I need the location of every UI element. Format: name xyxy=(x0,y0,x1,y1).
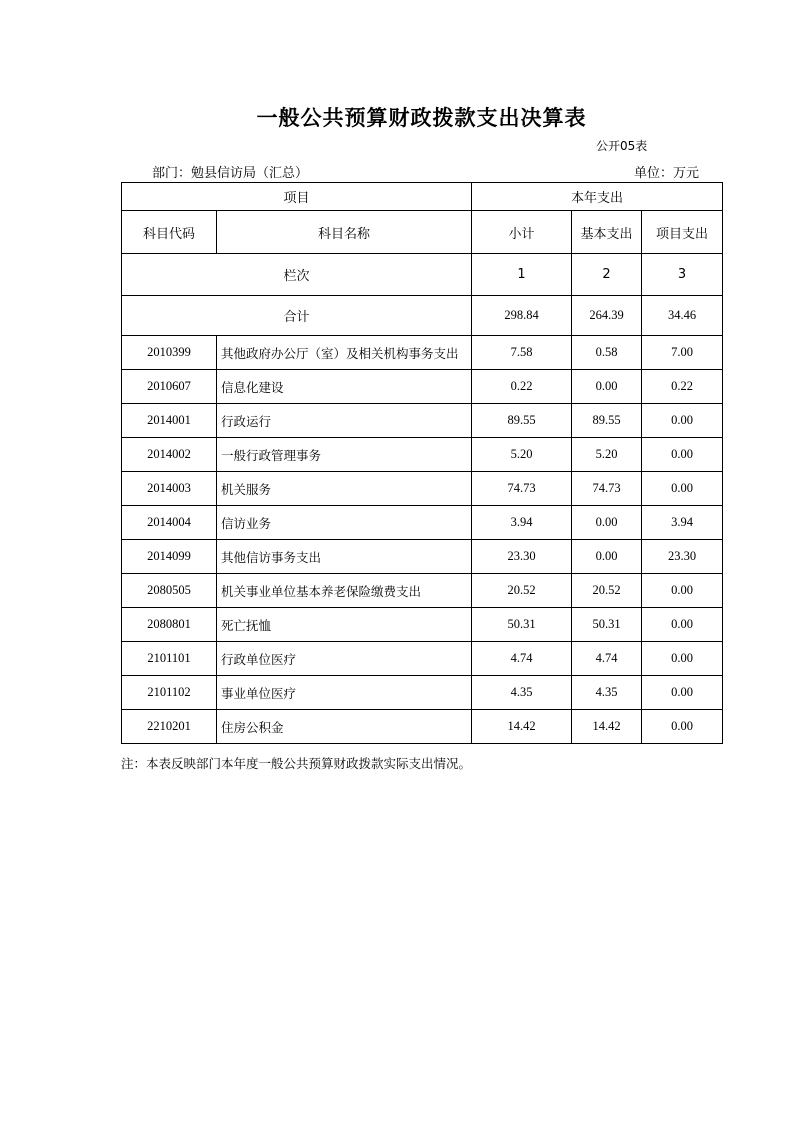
row-code: 2010399 xyxy=(122,336,217,370)
row-project: 0.00 xyxy=(642,710,723,744)
row-name: 行政运行 xyxy=(217,404,472,438)
header-name: 科目名称 xyxy=(217,211,472,254)
total-row xyxy=(122,296,723,336)
row-basic: 0.58 xyxy=(572,336,642,370)
row-project: 7.00 xyxy=(642,336,723,370)
department-label: 部门：勉县信访局（汇总） xyxy=(152,166,309,181)
row-subtotal: 5.20 xyxy=(472,438,572,472)
row-name: 死亡抚恤 xyxy=(217,608,472,642)
table-row xyxy=(122,404,723,438)
row-project: 0.00 xyxy=(642,438,723,472)
total-basic: 264.39 xyxy=(572,296,642,336)
header-subtotal: 小计 xyxy=(472,211,572,254)
row-name: 住房公积金 xyxy=(217,710,472,744)
row-subtotal: 4.35 xyxy=(472,676,572,710)
row-basic: 4.74 xyxy=(572,642,642,676)
table-row xyxy=(122,642,723,676)
total-label: 合计 xyxy=(122,296,472,336)
row-basic: 5.20 xyxy=(572,438,642,472)
row-subtotal: 14.42 xyxy=(472,710,572,744)
row-basic: 0.00 xyxy=(572,370,642,404)
header-code: 科目代码 xyxy=(122,211,217,254)
row-name: 其他信访事务支出 xyxy=(217,540,472,574)
row-basic: 89.55 xyxy=(572,404,642,438)
row-project: 0.00 xyxy=(642,404,723,438)
column-label: 栏次 xyxy=(122,254,472,296)
header-item: 项目 xyxy=(122,183,472,211)
row-name: 信息化建设 xyxy=(217,370,472,404)
row-project: 0.00 xyxy=(642,574,723,608)
row-name: 一般行政管理事务 xyxy=(217,438,472,472)
column-number-1: 1 xyxy=(472,254,572,296)
footnote: 注：本表反映部门本年度一般公共预算财政拨款实际支出情况。 xyxy=(121,756,472,771)
header-current-year: 本年支出 xyxy=(472,183,723,211)
row-subtotal: 23.30 xyxy=(472,540,572,574)
table-row xyxy=(122,540,723,574)
row-code: 2080801 xyxy=(122,608,217,642)
row-name: 行政单位医疗 xyxy=(217,642,472,676)
row-name: 其他政府办公厅（室）及相关机构事务支出 xyxy=(217,336,472,370)
header-project: 项目支出 xyxy=(642,211,723,254)
row-subtotal: 4.74 xyxy=(472,642,572,676)
row-name: 事业单位医疗 xyxy=(217,676,472,710)
expenditure-table xyxy=(121,182,723,744)
row-code: 2210201 xyxy=(122,710,217,744)
table-row xyxy=(122,506,723,540)
column-number-3: 3 xyxy=(642,254,723,296)
form-number: 公开05表 xyxy=(596,139,648,153)
row-name: 信访业务 xyxy=(217,506,472,540)
row-subtotal: 74.73 xyxy=(472,472,572,506)
row-project: 0.00 xyxy=(642,642,723,676)
row-subtotal: 3.94 xyxy=(472,506,572,540)
row-project: 3.94 xyxy=(642,506,723,540)
table-row xyxy=(122,370,723,404)
row-basic: 4.35 xyxy=(572,676,642,710)
row-code: 2014003 xyxy=(122,472,217,506)
column-number-row xyxy=(122,254,723,296)
row-project: 0.00 xyxy=(642,472,723,506)
row-code: 2080505 xyxy=(122,574,217,608)
table-row xyxy=(122,676,723,710)
row-name: 机关事业单位基本养老保险缴费支出 xyxy=(217,574,472,608)
row-basic: 50.31 xyxy=(572,608,642,642)
row-basic: 0.00 xyxy=(572,506,642,540)
page-title: 一般公共预算财政拨款支出决算表 xyxy=(256,106,587,130)
row-code: 2101102 xyxy=(122,676,217,710)
row-subtotal: 7.58 xyxy=(472,336,572,370)
table-row xyxy=(122,608,723,642)
total-project: 34.46 xyxy=(642,296,723,336)
row-code: 2014002 xyxy=(122,438,217,472)
table-row xyxy=(122,438,723,472)
row-code: 2101101 xyxy=(122,642,217,676)
row-project: 0.00 xyxy=(642,676,723,710)
row-project: 23.30 xyxy=(642,540,723,574)
row-code: 2014099 xyxy=(122,540,217,574)
row-code: 2014004 xyxy=(122,506,217,540)
row-subtotal: 0.22 xyxy=(472,370,572,404)
header-basic: 基本支出 xyxy=(572,211,642,254)
row-project: 0.22 xyxy=(642,370,723,404)
table-row xyxy=(122,336,723,370)
row-subtotal: 20.52 xyxy=(472,574,572,608)
table-row xyxy=(122,472,723,506)
table-row xyxy=(122,710,723,744)
row-basic: 0.00 xyxy=(572,540,642,574)
row-subtotal: 50.31 xyxy=(472,608,572,642)
row-basic: 14.42 xyxy=(572,710,642,744)
table-row xyxy=(122,574,723,608)
row-basic: 74.73 xyxy=(572,472,642,506)
header-row-1 xyxy=(122,183,723,211)
row-code: 2010607 xyxy=(122,370,217,404)
header-row-2 xyxy=(122,211,723,254)
column-number-2: 2 xyxy=(572,254,642,296)
row-basic: 20.52 xyxy=(572,574,642,608)
row-project: 0.00 xyxy=(642,608,723,642)
total-subtotal: 298.84 xyxy=(472,296,572,336)
row-name: 机关服务 xyxy=(217,472,472,506)
row-subtotal: 89.55 xyxy=(472,404,572,438)
unit-label: 单位：万元 xyxy=(634,166,700,181)
row-code: 2014001 xyxy=(122,404,217,438)
